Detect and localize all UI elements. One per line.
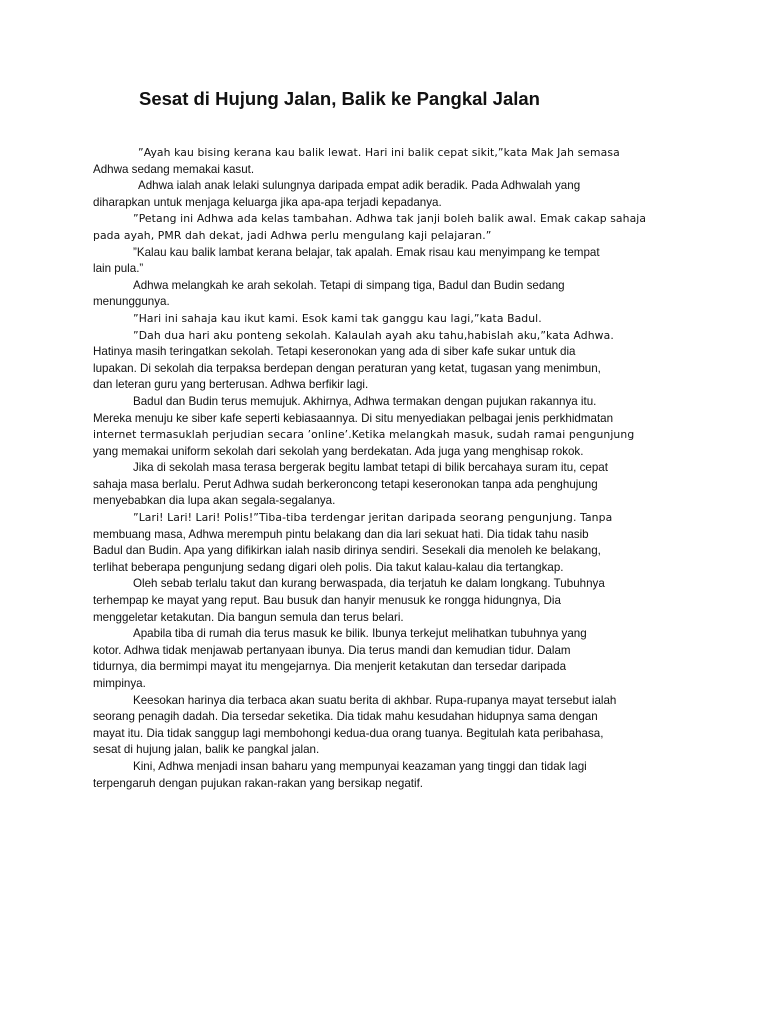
text-line: dan leteran guru yang berterusan. Adhwa berfikir lagi. — [93, 378, 369, 392]
text-line: sahaja masa berlalu. Perut Adhwa sudah berkeroncong tetapi keseronokan tanpa ada penghujung — [93, 477, 598, 491]
text-line: terhempap ke mayat yang reput. Bau busuk dan hanyir menusuk ke rongga hidungnya, Dia — [93, 594, 561, 608]
text-line: Kini, Adhwa menjadi insan baharu yang mempunyai keazaman yang tinggi dan tidak lagi — [133, 759, 587, 773]
text-line: sesat di hujung jalan, balik ke pangkal jalan. — [93, 743, 320, 757]
text-line: lupakan. Di sekolah dia terpaksa berdepan dengan peraturan yang ketat, tugasan yang menimbun, — [93, 361, 601, 375]
text-line: terlihat beberapa pengunjung sedang digari oleh polis. Dia takut kalau-kalau dia tertangkap. — [93, 560, 564, 574]
text-line: Adhwa sedang memakai kasut. — [93, 162, 255, 176]
page-title: Sesat di Hujung Jalan, Balik ke Pangkal Jalan — [139, 88, 540, 109]
story-body — [93, 145, 683, 792]
text-line: seorang penagih dadah. Dia tersedar seketika. Dia tidak mahu kesudahan hidupnya sama dengan — [93, 710, 598, 724]
text-line: menggeletar ketakutan. Dia bangun semula dan terus belari. — [93, 610, 404, 624]
text-line: Badul dan Budin. Apa yang difikirkan ialah nasib dirinya sendiri. Sesekali dia menoleh ke belakang, — [93, 544, 601, 558]
text-line: mimpinya. — [93, 677, 146, 690]
text-line: ”Kalau kau balik lambat kerana belajar, tak apalah. Emak risau kau menyimpang ke tempat — [133, 245, 600, 259]
text-line: Oleh sebab terlalu takut dan kurang berwaspada, dia terjatuh ke dalam longkang. Tubuhnya — [133, 577, 605, 591]
text-line: mayat itu. Dia tidak sanggup lagi membohongi kedua-dua orang tuanya. Begitulah kata peribahasa, — [93, 726, 604, 740]
text-line: menunggunya. — [93, 295, 170, 309]
text-line: yang memakai uniform sekolah dari sekolah yang berdekatan. Ada juga yang menghisap rokok. — [93, 444, 584, 458]
text-line: Keesokan harinya dia terbaca akan suatu berita di akhbar. Rupa-rupanya mayat tersebut ialah — [133, 693, 617, 707]
text-line: Adhwa melangkah ke arah sekolah. Tetapi di simpang tiga, Badul dan Budin sedang — [133, 278, 565, 292]
text-line: menyebabkan dia lupa akan segala-segalanya. — [93, 494, 336, 508]
text-line: lain pula.” — [93, 262, 144, 276]
text-line: pada ayah, PMR dah dekat, jadi Adhwa perlu mengulang kaji pelajaran.” — [93, 228, 492, 242]
text-line: internet termasuklah perjudian secara ’online’.Ketika melangkah masuk, sudah ramai pengunjung — [93, 428, 635, 442]
text-line: Adhwa ialah anak lelaki sulungnya daripada empat adik beradik. Pada Adhwalah yang — [138, 179, 581, 193]
text-line: membuang masa, Adhwa merempuh pintu belakang dan dia lari sekuat hati. Dia tidak tahu nasib — [93, 527, 589, 541]
text-line: Mereka menuju ke siber kafe seperti kebiasaannya. Di situ menyediakan pelbagai jenis perkhidmatan — [93, 411, 614, 425]
text-line: terpengaruh dengan pujukan rakan-rakan yang bersikap negatif. — [93, 776, 424, 790]
text-line: ”Lari! Lari! Lari! Polis!”Tiba-tiba terdengar jeritan daripada seorang pengunjung. Tanpa — [133, 511, 613, 525]
text-line: diharapkan untuk menjaga keluarga jika apa-apa terjadi kepadanya. — [93, 195, 442, 209]
text-line: ”Petang ini Adhwa ada kelas tambahan. Adhwa tak janji boleh balik awal. Emak cakap sahaja — [133, 212, 647, 226]
text-line: Apabila tiba di rumah dia terus masuk ke bilik. Ibunya terkejut melihatkan tubuhnya yang — [133, 627, 587, 641]
text-line: ”Dah dua hari aku ponteng sekolah. Kalaulah ayah aku tahu,habislah aku,”kata Adhwa. — [133, 328, 614, 342]
text-line: ”Ayah kau bising kerana kau balik lewat. Hari ini balik cepat sikit,”kata Mak Jah semasa — [138, 146, 620, 159]
text-line: Hatinya masih teringatkan sekolah. Tetapi keseronokan yang ada di siber kafe sukar untuk dia — [93, 345, 576, 359]
text-line: tidurnya, dia bermimpi mayat itu mengejarnya. Dia menjerit ketakutan dan tersedar daripada — [93, 660, 567, 674]
text-line: Badul dan Budin terus memujuk. Akhirnya, Adhwa termakan dengan pujukan rakannya itu. — [133, 394, 597, 408]
text-line: ”Hari ini sahaja kau ikut kami. Esok kami tak ganggu kau lagi,”kata Badul. — [133, 311, 542, 325]
text-line: kotor. Adhwa tidak menjawab pertanyaan ibunya. Dia terus mandi dan kemudian tidur. Dalam — [93, 643, 571, 657]
text-line: Jika di sekolah masa terasa bergerak begitu lambat tetapi di bilik bercahaya suram itu, cepat — [133, 461, 608, 475]
